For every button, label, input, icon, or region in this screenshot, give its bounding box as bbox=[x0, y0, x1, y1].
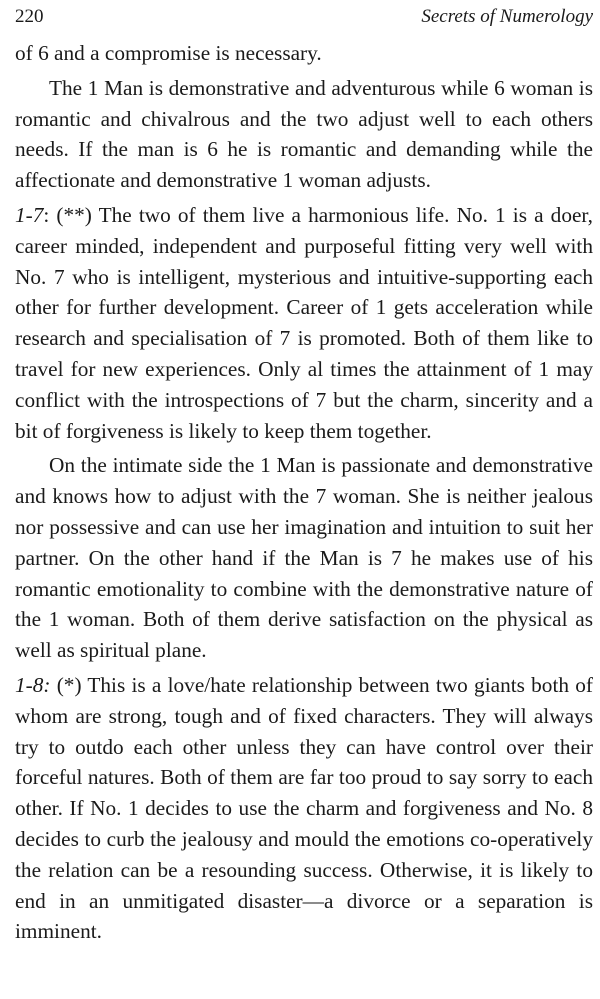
body-text bbox=[15, 38, 593, 947]
paragraph-1-7-intimate: On the intimate side the 1 Man is passionate and demonstrative and knows how to adjust with the 7 woman. She is neither jealous nor possessive and can use her imagination and intuition to suit her partner. On the other hand if the Man is 7 he makes use of his romantic emotionality to combine with the demonstrative nature of the 1 woman. Both of them derive satisfaction on the physical as well as spiritual plane. bbox=[15, 453, 593, 663]
combination-label-1-7: 1-7 bbox=[15, 202, 44, 227]
paragraph-1-8-text: (*) This is a love/hate relationship between two giants both of whom are strong, tough and of fixed characters. They will always try to outdo each other unless they can have control over their forceful natures. Both of them are far too proud to say sorry to each other. If No. 1 decides to use the charm and forgiveness and No. 8 decides to curb the jealousy and mould the emotions co-operatively the relation can be a resounding success. Otherwise, it is likely to end in an unmitigated disaster—a divorce or a separation is imminent. bbox=[15, 672, 593, 944]
book-title: Secrets of Numerology bbox=[421, 6, 593, 27]
paragraph-1-7-text: : (**) The two of them live a harmonious life. No. 1 is a doer, career minded, independent and purposeful fitting very well with No. 7 who is intelligent, mysterious and intuitive-supporting each other for further development. Career of 1 gets acceleration while research and specialisation of 7 is promoted. Both of them like to travel for new experiences. Only al times the attainment of 1 may conflict with the introspections of 7 but the charm, sincerity and a bit of forgiveness is likely to keep them together. bbox=[15, 202, 593, 443]
running-header bbox=[15, 0, 593, 36]
paragraph-continuation: of 6 and a compromise is necessary. bbox=[15, 41, 322, 65]
paragraph-1-7 bbox=[15, 200, 593, 446]
combination-label-1-8: 1-8: bbox=[15, 672, 51, 697]
paragraph-1-6-man-woman: The 1 Man is demonstrative and adventurous while 6 woman is romantic and chivalrous and the two adjust well to each others needs. If the man is 6 he is romantic and demanding while the affectionate and demonstrative 1 woman adjusts. bbox=[15, 75, 593, 193]
paragraph-1-8 bbox=[15, 670, 593, 947]
page-number: 220 bbox=[15, 6, 44, 27]
